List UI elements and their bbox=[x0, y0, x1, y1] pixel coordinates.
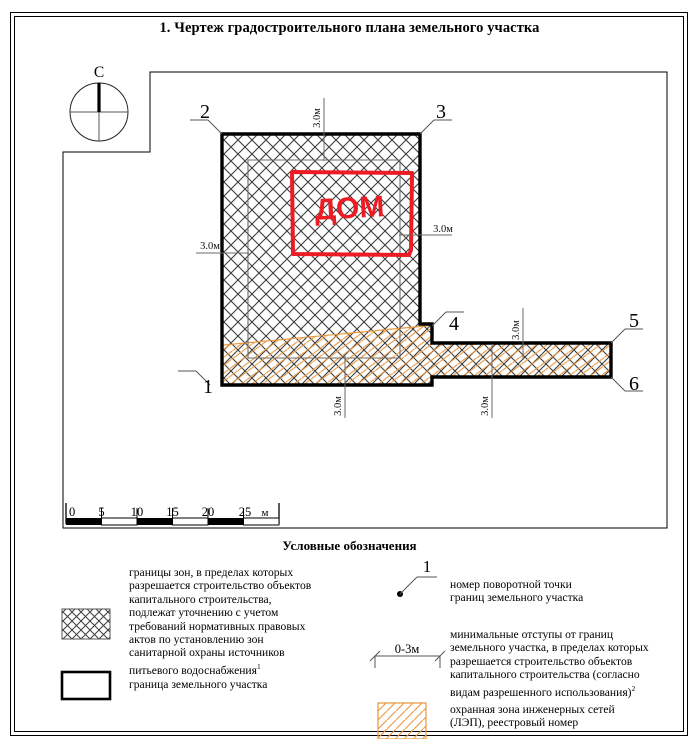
legend-symbol-turning-point bbox=[397, 577, 437, 597]
legend-label-zone-boundaries: границы зон, в пределах которых разрешается строительство объектов капитального строительства, подлежат уточнению с учетом требований нормативных правовых актов по установлению зон санитарной охраны источников питьевого водоснабжения$^1$ bbox=[129, 566, 312, 677]
vertex-label-1: 1 bbox=[203, 376, 213, 398]
scale-tick-20: 20 bbox=[201, 505, 215, 519]
land-plot-polygon bbox=[150, 134, 699, 420]
vertex-label-3: 3 bbox=[436, 101, 446, 123]
legend-turning-point-number: 1 bbox=[422, 557, 432, 576]
setback-label-left: 3.0м bbox=[200, 241, 220, 252]
scale-tick-0: 0 bbox=[69, 505, 76, 519]
vertex-label-2: 2 bbox=[200, 101, 210, 123]
vertex-label-4: 4 bbox=[449, 313, 459, 335]
legend-label-turning-point: номер поворотной точки границ земельного участка bbox=[450, 578, 584, 605]
scale-unit: м bbox=[261, 507, 269, 519]
legend-swatch-plot-boundary bbox=[62, 672, 110, 699]
legend-label-setback: минимальные отступы от границ земельного участка, в пределах которых разрешается строительство объектов капитального строительства (согласно видам разрешенного использования)$^2$ bbox=[450, 628, 649, 699]
page-title: 1. Чертеж градостроительного плана земельного участка bbox=[159, 20, 540, 36]
legend-setback-value: 0-3м bbox=[394, 642, 420, 656]
setback-label-right: 3.0м bbox=[433, 224, 453, 235]
legend-label-plot-boundary: граница земельного участка bbox=[129, 678, 268, 691]
setback-label-strip-top: 3.0м bbox=[511, 320, 522, 340]
legend-footnote-2: 2 bbox=[631, 683, 636, 693]
vertex-label-6: 6 bbox=[629, 373, 639, 395]
compass-rose bbox=[70, 83, 128, 141]
setback-label-strip-bottom: 3.0м bbox=[480, 396, 491, 416]
scale-tick-5: 5 bbox=[98, 505, 105, 519]
scale-tick-10: 10 bbox=[130, 505, 144, 519]
setback-label-top: 3.0м bbox=[312, 108, 323, 128]
legend-footnote-1: 1 bbox=[256, 661, 261, 671]
vertex-label-5: 5 bbox=[629, 310, 639, 332]
compass-north-label: С bbox=[93, 64, 105, 81]
scale-tick-25: 25 bbox=[238, 505, 252, 519]
setback-label-bottom: 3.0м bbox=[333, 396, 344, 416]
legend-label-utility-zone: охранная зона инженерных сетей (ЛЭП), реестровый номер bbox=[450, 703, 615, 730]
legend-swatch-crosshatch bbox=[62, 609, 110, 639]
building-label: ДОМ bbox=[313, 190, 386, 227]
scale-tick-15: 15 bbox=[166, 505, 179, 519]
legend-title: Условные обозначения bbox=[282, 538, 417, 553]
scale-bar bbox=[66, 503, 279, 525]
legend-swatch-utility-zone bbox=[378, 703, 426, 739]
